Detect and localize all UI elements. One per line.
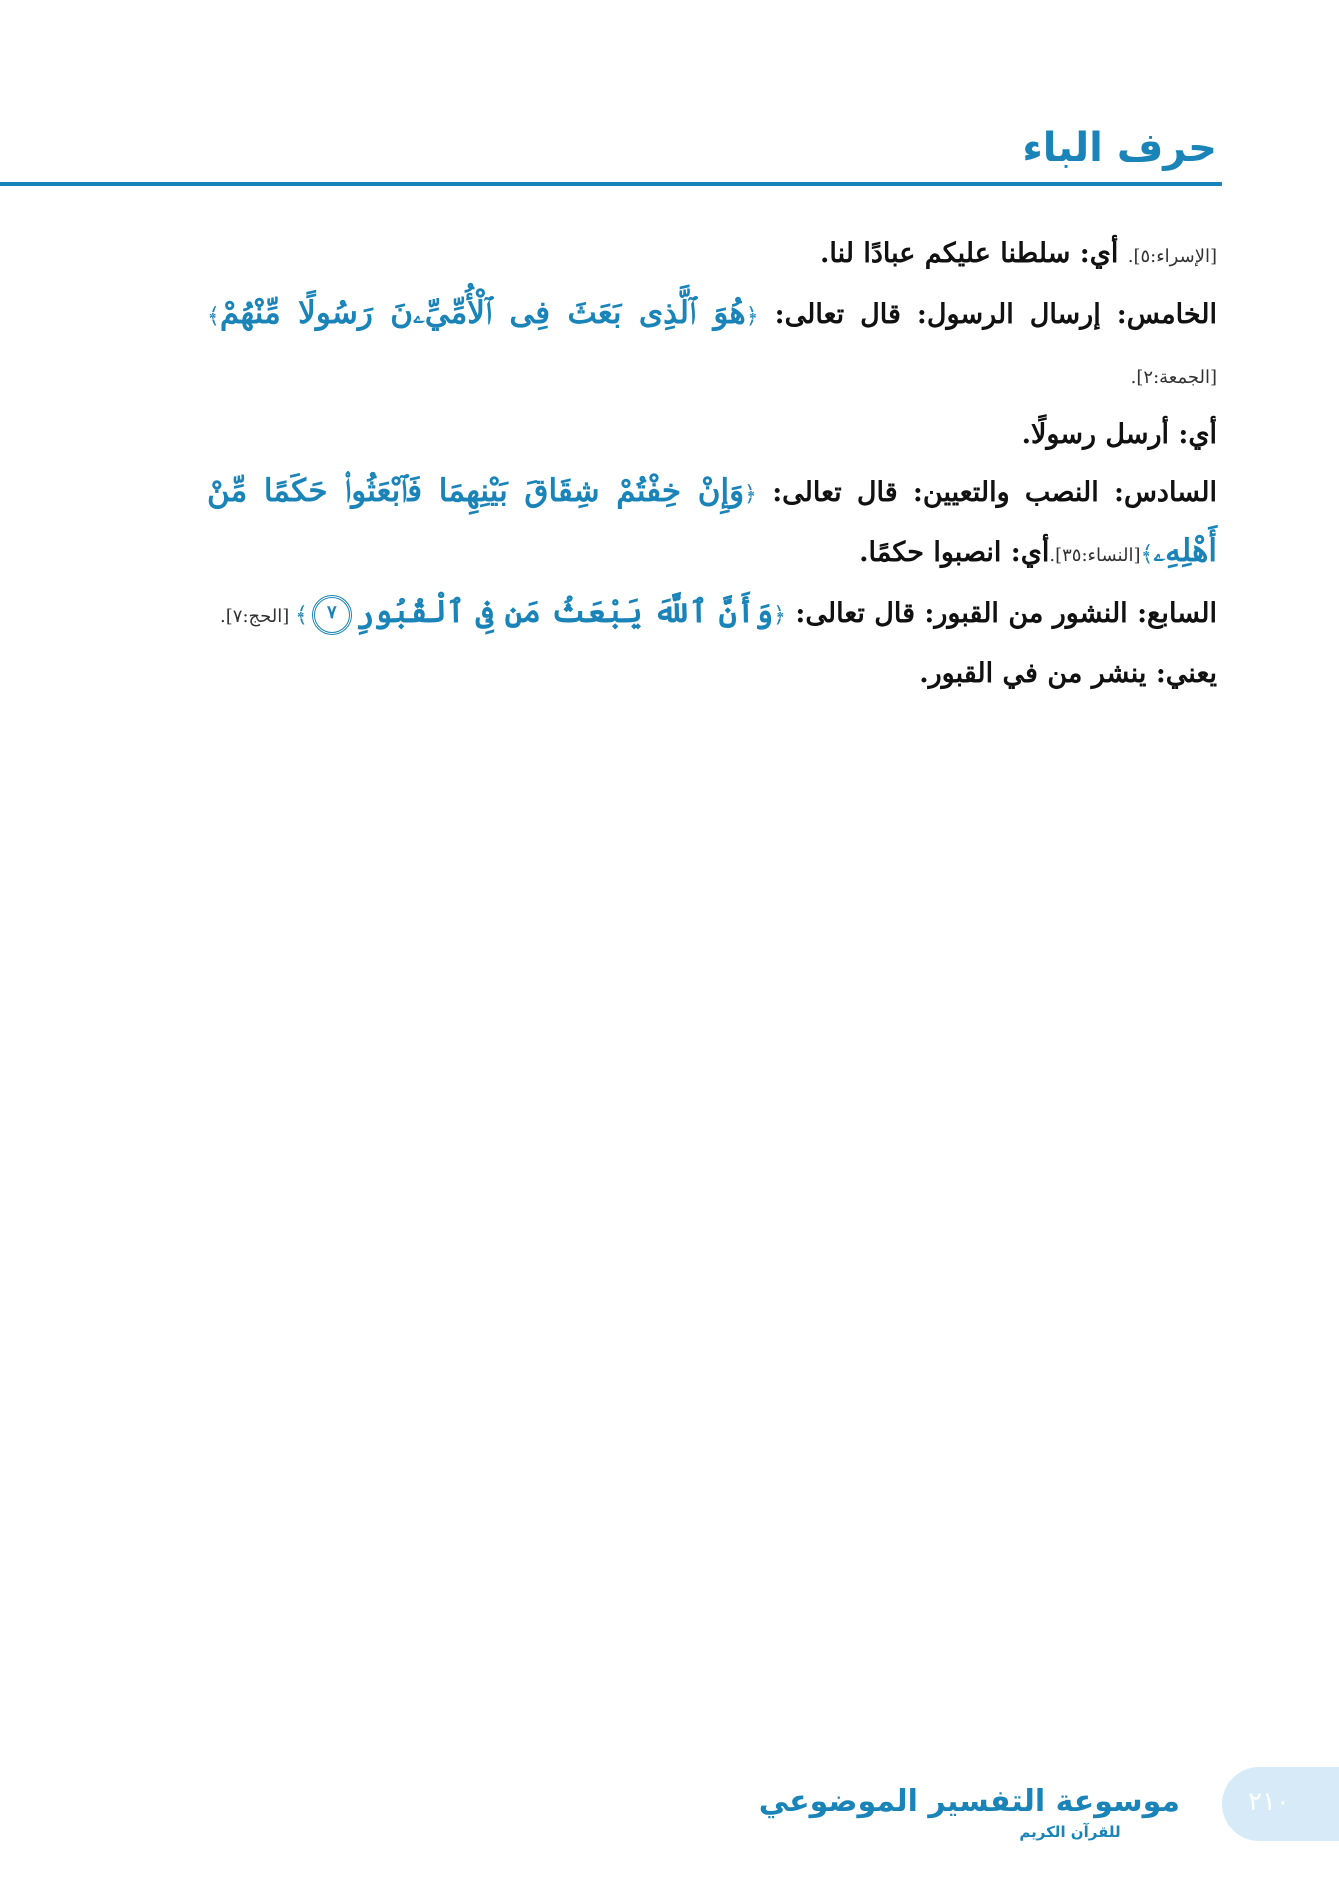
paragraph-fifth-explanation	[207, 406, 1217, 463]
paragraph-seventh-meaning	[207, 584, 1217, 645]
meaning-term-sixth: السادس:	[1114, 477, 1217, 508]
ornate-bracket-open: ﴿	[744, 482, 757, 507]
meaning-lead-seventh: النشور من القبور: قال تعالى:	[786, 598, 1138, 629]
paragraph-sixth-meaning	[207, 463, 1217, 584]
citation-isra: [الإسراء:٥].	[1127, 246, 1217, 267]
chapter-title: حرف الباء	[1022, 125, 1217, 171]
citation-jumuah: [الجمعة:٢].	[1130, 367, 1217, 388]
explanation-sixth: أي: انصبوا حكمًا.	[859, 537, 1050, 568]
paragraph-fifth-meaning	[207, 285, 1217, 406]
explanation-fifth: أي: أرسل رسولًا.	[1021, 419, 1217, 450]
ornate-bracket-close: ﴾	[294, 603, 308, 628]
meaning-term-fifth: الخامس:	[1116, 299, 1217, 330]
quran-verse-nisa: وَإِنْ خِفْتُمْ شِقَاقَ بَيْنِهِمَا فَٱبْعَثُوا۟ حَكَمًا مِّنْ أَهْلِهِۦ	[207, 473, 1217, 569]
quran-verse-jumuah: هُوَ ٱلَّذِى بَعَثَ فِى ٱلْأُمِّيِّۦنَ رَسُولًا مِّنْهُمْ	[219, 295, 746, 331]
paragraph-seventh-explanation	[207, 645, 1217, 702]
page-number-tab	[1222, 1767, 1339, 1841]
logo-subtitle: للقرآن الكريم	[1019, 1823, 1121, 1841]
ayah-number-marker: ٧	[312, 595, 352, 635]
ornate-bracket-open: ﴿	[745, 304, 759, 329]
explanation-seventh: يعني: ينشر من في القبور.	[919, 658, 1217, 689]
meaning-lead-sixth: النصب والتعيين: قال تعالى:	[756, 477, 1114, 508]
header-divider	[0, 182, 1222, 186]
paragraph-1-text: أي: سلطنا عليكم عبادًا لنا.	[819, 238, 1128, 269]
page-number: ٢١٠	[1248, 1787, 1290, 1817]
paragraph-1	[207, 225, 1217, 285]
meaning-term-seventh: السابع:	[1137, 598, 1217, 629]
page-body	[207, 225, 1217, 702]
logo-title: موسوعة التفسير الموضوعي	[758, 1784, 1180, 1819]
citation-nisa: [النساء:٣٥].	[1049, 545, 1141, 566]
ornate-bracket-open: ﴿	[773, 603, 787, 628]
quran-verse-hajj: وَأَنَّ ٱللَّهَ يَبْعَثُ مَن فِى ٱلْقُبُورِ	[355, 594, 774, 630]
meaning-lead-fifth: إرسال الرسول: قال تعالى:	[758, 299, 1117, 330]
encyclopedia-logo	[758, 1782, 1180, 1842]
citation-hajj: [الحج:٧].	[220, 606, 295, 627]
ornate-bracket-close: ﴾	[207, 304, 220, 329]
ornate-bracket-close: ﴾	[1140, 542, 1154, 567]
